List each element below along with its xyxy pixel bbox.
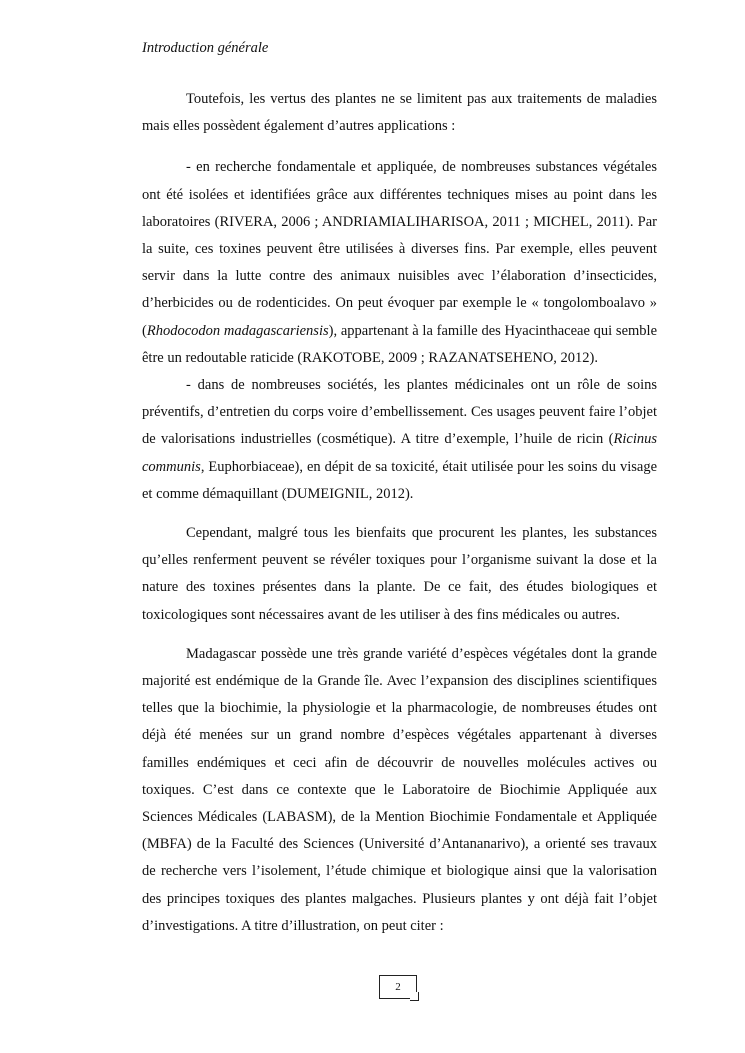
page-curl-decoration <box>410 992 419 1001</box>
paragraph-research <box>142 154 657 372</box>
species-name-ricinus: Ricinus communis <box>142 431 657 475</box>
running-header: Introduction générale <box>142 40 269 56</box>
paragraph-cosmetic-part-b: , Euphorbiaceae), en dépit de sa toxicité, était utilisée pour les soins du visage et comme démaquillant (DUMEIGNIL, 2012). <box>142 458 657 502</box>
paragraph-madagascar: Madagascar possède une très grande variété d’espèces végétales dont la grande majorité est endémique de la Grande île. Avec l’expansion des disciplines scientifiques telles que la biochimie, la physiologie et la pharmacologie, de nombreuses études ont déjà été menées sur un grand nombre d’espèces végétales appartenant à diverses familles endémiques et ceci afin de découvrir de nouvelles molécules actives ou toxiques. C’est dans ce contexte que le Laboratoire de Biochimie Appliquée aux Sciences Médicales (LABASM), de la Mention Biochimie Fondamentale et Appliquée (MBFA) de la Faculté des Sciences (Université d’Antananarivo), a orienté ses travaux de recherche vers l’isolement, l’étude chimique et biologique ainsi que la valorisation des principes toxiques des plantes malgaches. Plusieurs plantes y ont déjà fait l’objet d’investigations. A titre d’illustration, on peut citer : <box>142 645 657 934</box>
page-number-box <box>379 975 417 999</box>
paragraph-research-part-a: - en recherche fondamentale et appliquée, de nombreuses substances végétales ont été isolées et identifiées grâce aux différentes techniques mises au point dans les laboratoires (RIVERA, 2006 ; ANDRIAMIALIHARISOA, 2011 ; MICHEL, 2011). Par la suite, ces toxines peuvent être utilisées à diverses fins. Par exemple, elles peuvent servir dans la lutte contre des animaux nuisibles avec l’élaboration d’insecticides, d’herbicides ou de rodenticides. On peut évoquer par exemple le « tongolomboalavo » ( <box>142 159 657 339</box>
paragraph-toxicity: Cependant, malgré tous les bienfaits que procurent les plantes, les substances qu’elles renferment peuvent se révéler toxiques pour l’organisme suivant la dose et la nature des toxines présentes dans la plante. De ce fait, des études biologiques et toxicologiques sont nécessaires avant de les utiliser à des fins médicales ou autres. <box>142 525 657 623</box>
paragraph-intro: Toutefois, les vertus des plantes ne se limitent pas aux traitements de maladies mais elles possèdent également d’autres applications : <box>142 91 657 135</box>
paragraph-research-part-b: ), appartenant à la famille des Hyacinthaceae qui semble être un redoutable raticide (RAKOTOBE, 2009 ; RAZANATSEHENO, 2012). <box>142 322 657 366</box>
species-name-rhodocodon: Rhodocodon madagascariensis <box>146 322 329 339</box>
paragraph-cosmetic-part-a: - dans de nombreuses sociétés, les plantes médicinales ont un rôle de soins préventifs, d’entretien du corps voire d’embellissement. Ces usages peuvent faire l’objet de valorisations industrielles (cosmétique). A titre d’exemple, l’huile de ricin ( <box>142 377 657 448</box>
page-number: 2 <box>395 981 401 993</box>
body-text <box>142 86 657 940</box>
paragraph-cosmetic <box>142 372 657 508</box>
